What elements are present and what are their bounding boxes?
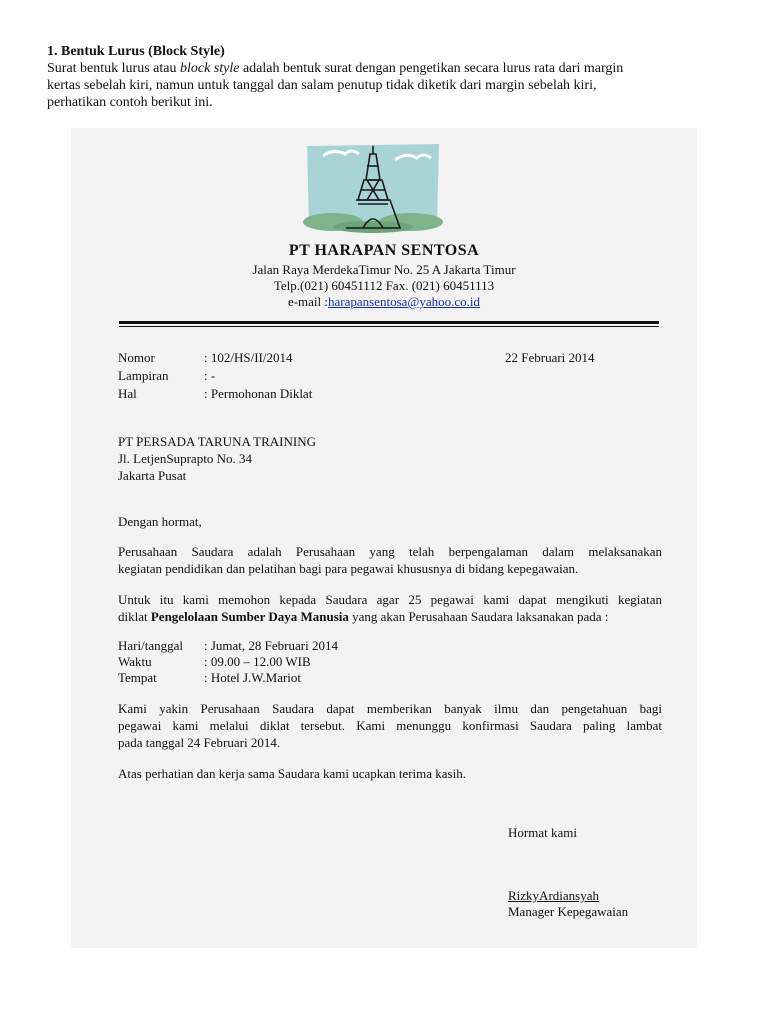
nomor-row: Nomor : 102/HS/II/2014 (118, 350, 293, 365)
waktu-row: Waktu : 09.00 – 12.00 WIB (118, 654, 311, 669)
signer-title: Manager Kepegawaian (508, 904, 629, 919)
paragraph-1-line-2: kegiatan pendidikan dan pelatihan bagi para pegawai khususnya di bidang kepegawaian. (118, 561, 579, 576)
header-divider-thick (119, 321, 659, 324)
paragraph-4: Atas perhatian dan kerja sama Saudara kami ucapkan terima kasih. (118, 766, 466, 781)
recipient-name: PT PERSADA TARUNA TRAINING (118, 434, 316, 449)
eiffel-tower-logo (303, 142, 443, 234)
tempat-row: Tempat : Hotel J.W.Mariot (118, 670, 302, 685)
company-phone: Telp.(021) 60451112 Fax. (021) 60451113 (273, 278, 495, 293)
paragraph-1-line-1: Perusahaan Saudara adalah Perusahaan yang telah berpengalaman dalam melaksanakan (118, 544, 662, 559)
signer-name: RizkyArdiansyah (508, 888, 599, 903)
intro-line-2: kertas sebelah kiri, namun untuk tanggal dan salam penutup tidak diketik dari margin sebelah kiri, (47, 78, 597, 93)
intro-line-1: Surat bentuk lurus atau block style adalah bentuk surat dengan pengetikan secara lurus rata dari margin (47, 61, 624, 76)
paragraph-3-line-1: Kami yakin Perusahaan Saudara dapat memberikan banyak ilmu dan pengetahuan bagi (118, 701, 662, 716)
company-email-line: e-mail :harapansentosa@yahoo.co.id (287, 294, 481, 309)
hari-row: Hari/tanggal : Jumat, 28 Februari 2014 (118, 638, 338, 653)
intro-text (47, 43, 727, 111)
section-heading: 1. Bentuk Lurus (Block Style) (47, 44, 225, 59)
paragraph-2-line-2: diklat Pengelolaan Sumber Daya Manusia yang akan Perusahaan Saudara laksanakan pada : (118, 609, 609, 624)
paragraph-2-line-1: Untuk itu kami memohon kepada Saudara agar 25 pegawai kami dapat mengikuti kegiatan (118, 592, 662, 607)
email-link[interactable]: harapansentosa@yahoo.co.id (328, 294, 481, 309)
greeting: Dengan hormat, (118, 514, 202, 529)
letter-date: 22 Februari 2014 (505, 350, 595, 365)
company-address: Jalan Raya MerdekaTimur No. 25 A Jakarta Timur (252, 262, 516, 277)
header-divider-thin (119, 326, 659, 327)
recipient-city: Jakarta Pusat (118, 468, 187, 483)
intro-line-3: perhatikan contoh berikut ini. (47, 95, 213, 110)
closing-salutation: Hormat kami (508, 825, 577, 840)
lampiran-row: Lampiran : - (118, 368, 216, 383)
company-name: PT HARAPAN SENTOSA (288, 242, 480, 259)
letter-image (71, 128, 697, 948)
hal-row: Hal : Permohonan Diklat (118, 386, 313, 401)
paragraph-3-line-3: pada tanggal 24 Februari 2014. (118, 735, 281, 750)
paragraph-3-line-2: pegawai kami melalui diklat tersebut. Kami menunggu konfirmasi Saudara paling lambat (118, 718, 662, 733)
recipient-street: Jl. LetjenSuprapto No. 34 (118, 451, 252, 466)
